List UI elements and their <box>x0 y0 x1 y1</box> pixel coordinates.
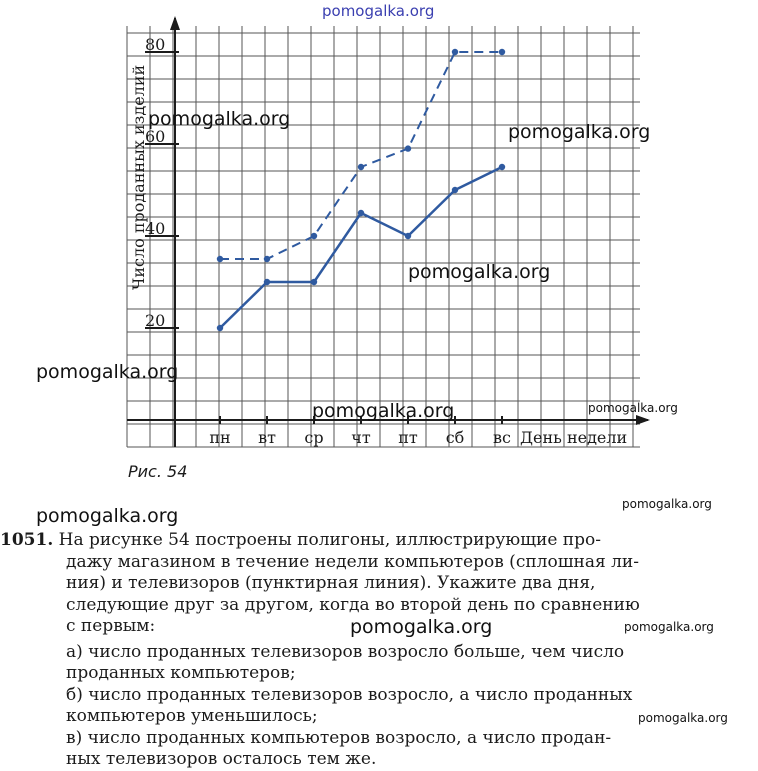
watermark: pomogalka.org <box>350 616 493 638</box>
tv-sales-point <box>358 164 364 170</box>
problem-line: дажу магазином в течение недели компьютеров (сплошная ли- <box>66 551 639 572</box>
problem-item-b-cont: компьютеров уменьшилось; <box>66 706 318 726</box>
computer-sales-point <box>452 187 458 193</box>
watermark: pomogalka.org <box>322 2 435 20</box>
y-tick-label: 80 <box>145 35 166 54</box>
tv-sales-point <box>405 145 411 151</box>
y-axis-arrow <box>170 16 180 30</box>
problem-line: ния) и телевизоров (пунктирная линия). Укажите два дня, <box>66 573 596 593</box>
watermark: pomogalka.org <box>312 400 455 422</box>
y-axis-label: Число проданных изделий <box>129 64 148 290</box>
y-tick-label: 20 <box>145 311 166 330</box>
watermark: pomogalka.org <box>508 121 651 143</box>
computer-sales-point <box>358 210 364 216</box>
x-tick-label: вс <box>493 428 511 447</box>
y-tick-label: 60 <box>145 127 166 146</box>
tv-sales-point <box>264 256 270 262</box>
x-axis-label: День недели <box>520 428 628 447</box>
computer-sales-point <box>264 279 270 285</box>
watermark: pomogalka.org <box>408 261 551 283</box>
watermark: pomogalka.org <box>622 497 712 511</box>
tv-sales-line <box>220 52 502 259</box>
problem-text <box>0 530 750 771</box>
computer-sales-line <box>220 167 502 328</box>
problem-item-c-cont: ных телевизоров осталось тем же. <box>66 749 377 769</box>
x-tick-label: вт <box>258 428 276 447</box>
computer-sales-point <box>405 233 411 239</box>
computer-sales-point <box>311 279 317 285</box>
watermark: pomogalka.org <box>588 401 678 415</box>
x-tick-label: пн <box>209 428 231 447</box>
problem-line: с первым: <box>66 616 156 636</box>
problem-number: 1051. <box>0 530 54 550</box>
watermark: pomogalka.org <box>36 361 179 383</box>
computer-sales-point <box>217 325 223 331</box>
x-tick-label: сб <box>445 428 465 447</box>
tv-sales-point <box>217 256 223 262</box>
problem-line: следующие друг за другом, когда во второй день по сравнению <box>66 594 640 615</box>
problem-item-b: б) число проданных телевизоров возросло, а число проданных <box>66 684 633 705</box>
x-axis-arrow <box>636 415 650 425</box>
watermark: pomogalka.org <box>36 505 179 527</box>
watermark: pomogalka.org <box>638 711 728 725</box>
problem-item-a: а) число проданных телевизоров возросло больше, чем число <box>66 641 625 662</box>
computer-sales-point <box>499 164 505 170</box>
x-tick-label: ср <box>304 428 324 447</box>
tv-sales-point <box>452 49 458 55</box>
x-tick-label: пт <box>398 428 418 447</box>
problem-line: 1051. На рисунке 54 построены полигоны, иллюстрирующие про- <box>0 530 601 550</box>
watermark: pomogalka.org <box>148 108 291 130</box>
tv-sales-point <box>499 49 505 55</box>
problem-item-a-cont: проданных компьютеров; <box>66 663 296 683</box>
problem-item-c: в) число проданных компьютеров возросло, а число продан- <box>66 727 612 748</box>
tv-sales-point <box>311 233 317 239</box>
figure-caption: Рис. 54 <box>128 462 188 481</box>
y-tick-label: 40 <box>145 219 166 238</box>
x-tick-label: чт <box>351 428 371 447</box>
watermark: pomogalka.org <box>624 620 714 634</box>
